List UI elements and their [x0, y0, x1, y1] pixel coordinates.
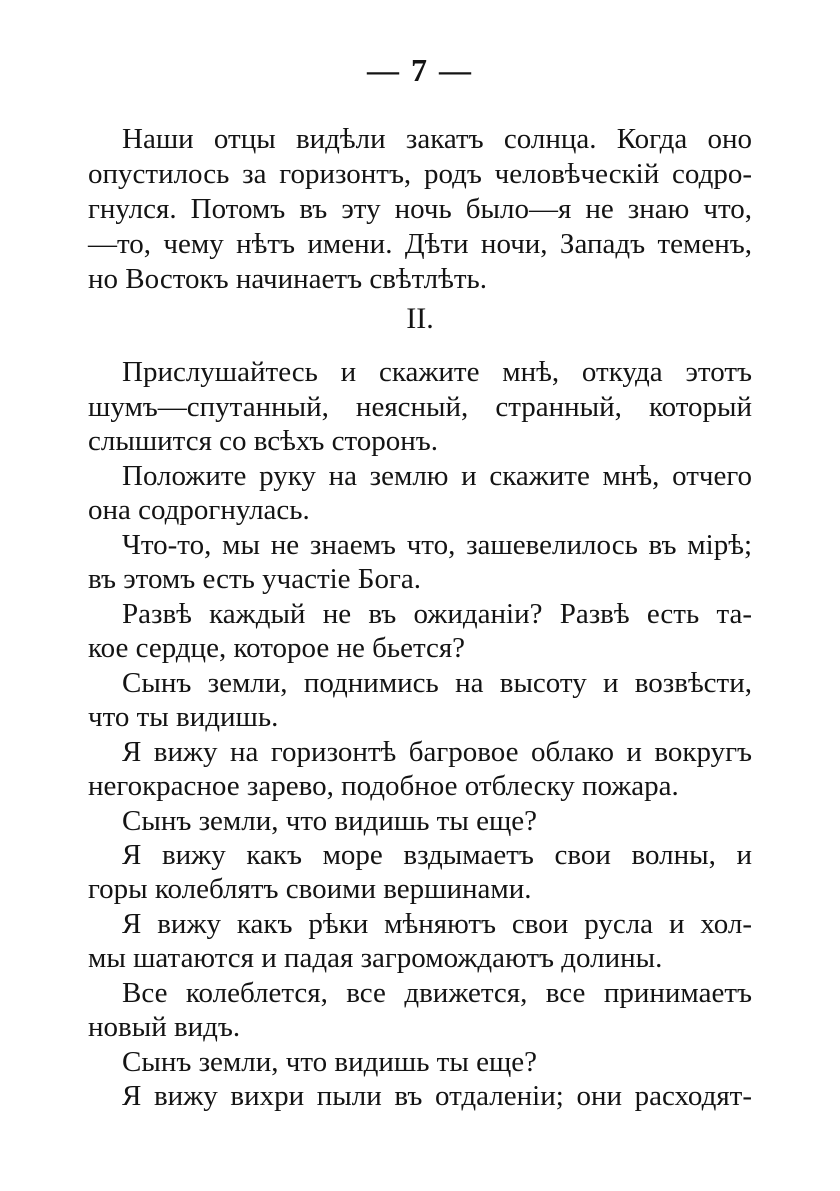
text-line: опустилось за горизонтъ, родъ человѣческій содро- [88, 158, 752, 190]
text-line: Я вижу на горизонтѣ багровое облако и вокругъ [122, 736, 752, 768]
text-line: Развѣ каждый не въ ожиданіи? Развѣ есть та- [122, 598, 752, 630]
text-line: что ты видишь. [88, 701, 279, 733]
section-heading: II. [406, 302, 434, 335]
text-line: Наши отцы видѣли закатъ солнца. Когда оно [122, 123, 752, 155]
text-line: Прислушайтесь и скажите мнѣ, откуда этотъ [122, 356, 752, 388]
text-line: Что-то, мы не знаемъ что, зашевелилось въ мірѣ; [122, 529, 752, 561]
text-line: она содрогнулась. [88, 494, 310, 526]
text-line: Все колеблется, все движется, все принимаетъ [122, 977, 752, 1009]
text-line: новый видъ. [88, 1011, 241, 1043]
text-line: Я вижу какъ море вздымаетъ свои волны, и [122, 839, 752, 871]
text-line: Я вижу какъ рѣки мѣняютъ свои русла и хол- [122, 908, 752, 940]
text-line: горы колеблятъ своими вершинами. [88, 873, 532, 905]
text-line: въ этомъ есть участіе Бога. [88, 563, 421, 595]
text-line: Сынъ земли, что видишь ты еще? [122, 805, 538, 837]
text-line: Сынъ земли, поднимись на высоту и возвѣсти, [122, 667, 752, 699]
text-line: слышится со всѣхъ сторонъ. [88, 425, 438, 457]
text-line: —то, чему нѣтъ имени. Дѣти ночи, Западъ теменъ, [88, 228, 752, 260]
text-line: гнулся. Потомъ въ эту ночь было—я не знаю что, [88, 193, 752, 225]
text-line: шумъ—спутанный, неясный, странный, который [88, 391, 752, 423]
text-line: но Востокъ начинаетъ свѣтлѣть. [88, 263, 487, 295]
text-line: кое сердце, которое не бьется? [88, 632, 466, 664]
text-line: Положите руку на землю и скажите мнѣ, отчего [122, 460, 752, 492]
text-line: Сынъ земли, что видишь ты еще? [122, 1046, 538, 1078]
text-line: Я вижу вихри пыли въ отдаленіи; они расходят- [122, 1080, 752, 1112]
text-line: негокрасное зарево, подобное отблеску пожара. [88, 770, 679, 802]
page-number: — 7 — [367, 52, 473, 88]
text-line: мы шатаются и падая загромождаютъ долины. [88, 942, 663, 974]
